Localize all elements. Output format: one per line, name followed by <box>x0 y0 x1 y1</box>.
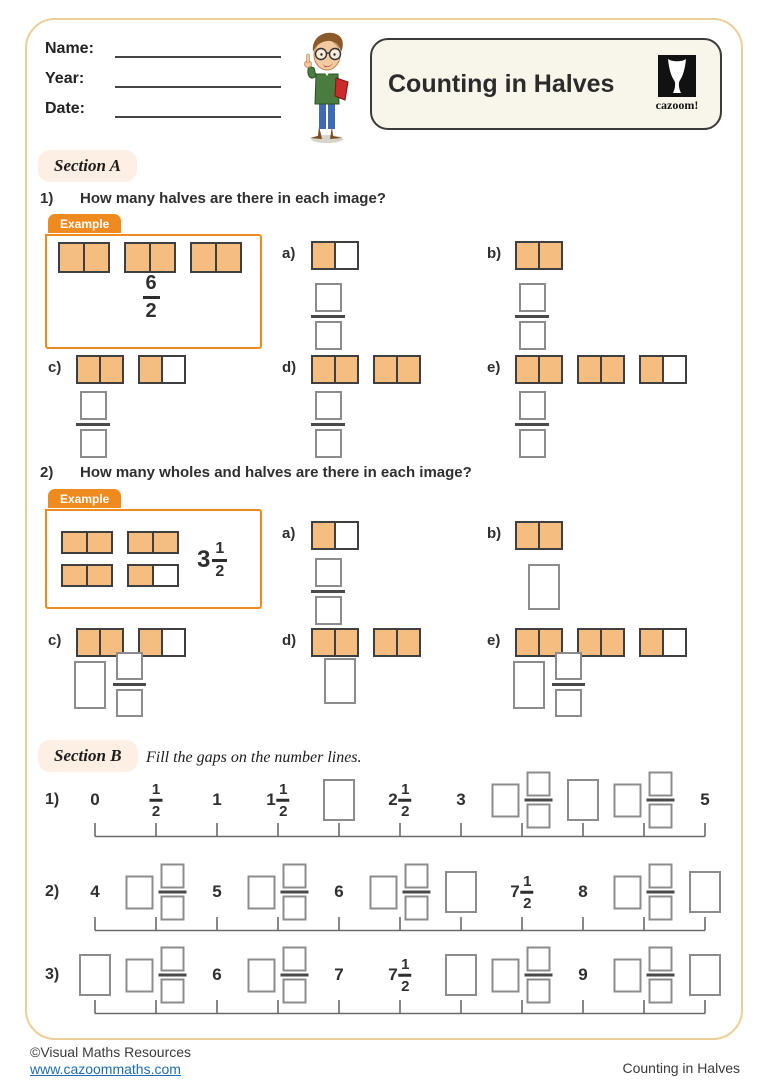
half-filled <box>76 355 101 384</box>
half-filled <box>396 355 421 384</box>
half-filled <box>83 242 110 273</box>
answer-fraction-boxes <box>309 391 347 458</box>
example-q2-blocks-row1 <box>61 531 179 554</box>
half-filled <box>311 521 336 550</box>
half-filled <box>515 355 540 384</box>
numerator-answer-box[interactable] <box>315 283 342 312</box>
half-empty <box>662 628 687 657</box>
whole-answer-box[interactable] <box>567 779 599 821</box>
fraction-bar <box>150 799 163 802</box>
item-label-d: d) <box>282 632 297 649</box>
question-2-text: How many wholes and halves are there in each image? <box>80 464 472 481</box>
numerator-answer-box[interactable] <box>649 947 673 972</box>
item-blocks <box>515 241 563 270</box>
numerator-answer-box[interactable] <box>519 283 546 312</box>
half-filled <box>86 531 113 554</box>
whole-number: 7 <box>388 965 398 984</box>
half-pair <box>639 355 687 384</box>
half-filled <box>190 242 217 273</box>
whole-answer-box[interactable] <box>445 871 477 913</box>
numberline-cell <box>212 790 221 810</box>
whole-answer-box[interactable] <box>614 875 642 909</box>
numerator: 1 <box>151 780 161 798</box>
answer-mixed-boxes <box>614 947 675 1004</box>
fraction-bar <box>159 974 187 977</box>
half-empty <box>662 355 687 384</box>
half-filled <box>215 242 242 273</box>
numberline-cell <box>334 882 343 902</box>
numberline-cell <box>212 965 221 985</box>
year-label: Year: <box>45 70 85 87</box>
numberline-cell <box>370 864 431 921</box>
item-label-a: a) <box>282 525 296 542</box>
example-numerator: 6 <box>145 272 157 294</box>
denominator: 2 <box>279 802 288 820</box>
numerator-answer-box[interactable] <box>519 391 546 420</box>
fraction-bar <box>515 423 549 426</box>
half-filled <box>334 628 359 657</box>
whole-answer-box[interactable] <box>445 954 477 996</box>
half-filled <box>515 521 540 550</box>
tick-value-label: 1 <box>212 790 222 809</box>
numberline-cell <box>510 873 533 912</box>
answer-mixed-boxes <box>126 947 187 1004</box>
example-q2-blocks-row2 <box>61 564 179 587</box>
half-filled <box>61 531 88 554</box>
numberline-cell <box>689 871 721 913</box>
tick-value-label: 5 <box>700 790 710 809</box>
item-label-d: d) <box>282 359 297 376</box>
denominator-answer-box[interactable] <box>555 689 582 717</box>
half-pair <box>61 531 113 554</box>
answer-mixed-boxes <box>248 947 309 1004</box>
tick-fraction-label <box>150 781 163 820</box>
fraction-bar <box>647 799 675 802</box>
footer-doc-title: Counting in Halves <box>622 1060 740 1076</box>
answer-mixed-boxes <box>513 652 585 717</box>
half-pair <box>311 628 359 657</box>
whole-answer-box[interactable] <box>126 875 154 909</box>
item-blocks <box>515 521 563 550</box>
whole-answer-box[interactable] <box>126 958 154 992</box>
fraction-bar <box>281 891 309 894</box>
fraction-bar <box>515 315 549 318</box>
numberline-cell <box>456 790 465 810</box>
item-label-c: c) <box>48 632 62 649</box>
name-label: Name: <box>45 40 94 57</box>
numberline-cell <box>492 772 553 829</box>
item-blocks <box>311 521 359 550</box>
item-label-a: a) <box>282 245 296 262</box>
whole-number: 2 <box>388 790 398 809</box>
answer-mixed-boxes <box>248 864 309 921</box>
answer-mixed-boxes <box>370 864 431 921</box>
half-filled <box>61 564 88 587</box>
numberline-cell <box>700 790 709 810</box>
tick-mixed-number-label <box>388 956 411 995</box>
whole-answer-box[interactable] <box>74 661 106 709</box>
section-b-label: Section B <box>38 740 138 772</box>
numerator: 1 <box>523 872 532 890</box>
answer-mixed-boxes <box>126 864 187 921</box>
denominator-answer-box[interactable] <box>519 321 546 350</box>
numerator-answer-box[interactable] <box>161 864 185 889</box>
whole-answer-box[interactable] <box>248 875 276 909</box>
numberline-cell <box>445 871 477 913</box>
half-filled <box>311 628 336 657</box>
item-label-e: e) <box>487 359 501 376</box>
fraction-bar <box>311 315 345 318</box>
half-pair <box>190 242 242 273</box>
numberline-cell <box>567 779 599 821</box>
denominator-answer-box[interactable] <box>80 429 107 458</box>
example-q1-blocks <box>58 242 242 273</box>
numberline-cell <box>578 882 587 902</box>
denominator-answer-box[interactable] <box>315 429 342 458</box>
answer-mixed-boxes <box>74 652 146 717</box>
numberline-cell <box>126 947 187 1004</box>
numberline-cell <box>79 954 111 996</box>
numerator-answer-box[interactable] <box>116 652 143 680</box>
answer-fraction-boxes <box>74 391 112 458</box>
half-filled <box>138 355 163 384</box>
title-box <box>370 38 722 130</box>
answer-mixed-boxes <box>492 947 553 1004</box>
whole-answer-box[interactable] <box>528 564 560 610</box>
fraction-bar <box>212 559 227 562</box>
numberline-cell <box>578 965 587 985</box>
denominator-answer-box[interactable] <box>315 321 342 350</box>
example-tab: Example <box>48 214 121 233</box>
half-pair <box>639 628 687 657</box>
numberline-cell <box>689 954 721 996</box>
tick-mixed-number-label <box>388 781 411 820</box>
tick-value-label: 6 <box>212 965 222 984</box>
half-filled <box>311 241 336 270</box>
half-empty <box>161 355 186 384</box>
half-pair <box>515 241 563 270</box>
whole-answer-box[interactable] <box>614 783 642 817</box>
example-numerator: 1 <box>215 540 225 557</box>
numberline-cell <box>492 947 553 1004</box>
numberline-cell <box>90 790 99 810</box>
whole-answer-box[interactable] <box>689 871 721 913</box>
answer-fraction-boxes <box>552 652 585 717</box>
cazoom-logo-text: cazoom! <box>655 98 699 112</box>
half-empty <box>152 564 179 587</box>
half-filled <box>515 241 540 270</box>
numerator: 1 <box>401 955 410 973</box>
item-blocks <box>311 628 421 657</box>
tick-value-label: 5 <box>212 882 222 901</box>
numberline-2-label: 2) <box>45 883 60 900</box>
half-pair <box>124 242 176 273</box>
tick-value-label: 9 <box>578 965 588 984</box>
half-pair <box>61 564 113 587</box>
numberline-cell <box>445 954 477 996</box>
fraction-bar <box>281 974 309 977</box>
whole-answer-box[interactable] <box>492 958 520 992</box>
half-pair <box>76 355 124 384</box>
half-pair <box>311 241 359 270</box>
whole-answer-box[interactable] <box>79 954 111 996</box>
numberline-cell <box>323 779 355 821</box>
whole-number: 7 <box>510 882 520 901</box>
numberline-3-label: 3) <box>45 966 60 983</box>
numerator-answer-box[interactable] <box>80 391 107 420</box>
numberline-cell <box>248 864 309 921</box>
fraction-bar <box>399 974 412 977</box>
half-filled <box>639 355 664 384</box>
answer-fraction-boxes <box>113 652 146 717</box>
fraction-bar <box>521 891 534 894</box>
tick-value-label: 3 <box>456 790 466 809</box>
answer-fraction-boxes <box>309 558 347 625</box>
numberline-1-axis <box>0 821 768 838</box>
item-label-b: b) <box>487 245 502 262</box>
answer-fraction-boxes <box>309 283 347 350</box>
fraction-bar <box>159 891 187 894</box>
example-q2-answer-mixed <box>197 540 227 581</box>
numerator-answer-box[interactable] <box>405 864 429 889</box>
half-pair <box>138 355 186 384</box>
numberline-1-label: 1) <box>45 791 60 808</box>
fraction-bar <box>647 974 675 977</box>
half-filled <box>538 521 563 550</box>
example-box-q2 <box>45 509 262 609</box>
numerator-answer-box[interactable] <box>649 772 673 797</box>
half-filled <box>538 241 563 270</box>
fraction-bar <box>277 799 290 802</box>
numerator-answer-box[interactable] <box>527 947 551 972</box>
numberline-3-axis <box>0 998 768 1015</box>
question-1-number: 1) <box>40 190 54 207</box>
half-filled <box>58 242 85 273</box>
half-filled <box>373 628 398 657</box>
denominator-answer-box[interactable] <box>116 689 143 717</box>
fraction-bar <box>647 891 675 894</box>
name-field-line[interactable] <box>115 56 281 58</box>
half-filled <box>149 242 176 273</box>
whole-answer-box[interactable] <box>324 658 356 704</box>
numerator-answer-box[interactable] <box>649 864 673 889</box>
numberline-cell <box>614 947 675 1004</box>
question-1-text: How many halves are there in each image? <box>80 190 386 207</box>
example-denominator: 2 <box>215 562 225 580</box>
numerator-answer-box[interactable] <box>315 558 342 587</box>
item-blocks <box>311 241 359 270</box>
whole-answer-box[interactable] <box>323 779 355 821</box>
whole-answer-box[interactable] <box>370 875 398 909</box>
footer-link[interactable]: www.cazoommaths.com <box>30 1061 181 1077</box>
tick-value-label: 6 <box>334 882 344 901</box>
half-empty <box>334 521 359 550</box>
fraction-bar <box>552 683 585 686</box>
example-tab: Example <box>48 489 121 508</box>
tick-value-label: 7 <box>334 965 344 984</box>
section-a-label: Section A <box>38 150 137 182</box>
numberline-cell <box>126 864 187 921</box>
numberline-cell <box>614 772 675 829</box>
half-pair <box>127 531 179 554</box>
answer-mixed-boxes <box>492 772 553 829</box>
whole-answer-box[interactable] <box>513 661 545 709</box>
half-filled <box>86 564 113 587</box>
whole-answer-box[interactable] <box>614 958 642 992</box>
teacher-character-illustration <box>292 26 362 149</box>
answer-fraction-boxes <box>513 283 551 350</box>
fraction-bar <box>113 683 146 686</box>
half-filled <box>577 355 602 384</box>
item-blocks <box>311 355 421 384</box>
cazoom-logo <box>648 55 706 113</box>
tick-value-label: 0 <box>90 790 100 809</box>
example-whole: 3 <box>197 546 211 574</box>
answer-fraction-boxes <box>513 391 551 458</box>
whole-answer-box[interactable] <box>689 954 721 996</box>
example-q1-answer-fraction <box>133 272 169 323</box>
numberline-cell <box>388 781 411 820</box>
half-empty <box>161 628 186 657</box>
numerator: 1 <box>401 780 410 798</box>
half-filled <box>127 564 154 587</box>
half-filled <box>311 355 336 384</box>
half-pair <box>373 628 421 657</box>
footer-copyright: ©Visual Maths Resources <box>30 1044 192 1060</box>
half-pair <box>311 521 359 550</box>
half-filled <box>124 242 151 273</box>
fraction-bar <box>311 590 345 593</box>
half-filled <box>396 628 421 657</box>
denominator-answer-box[interactable] <box>519 429 546 458</box>
half-pair <box>58 242 110 273</box>
half-filled <box>99 355 124 384</box>
numberline-2-axis <box>0 915 768 932</box>
item-blocks <box>515 355 687 384</box>
numerator-answer-box[interactable] <box>315 391 342 420</box>
half-pair <box>515 521 563 550</box>
half-pair <box>515 355 563 384</box>
tick-mixed-number-label <box>266 781 289 820</box>
numberline-cell <box>248 947 309 1004</box>
half-pair <box>577 355 625 384</box>
worksheet-title: Counting in Halves <box>388 69 615 98</box>
numberline-cell <box>90 882 99 902</box>
question-2-number: 2) <box>40 464 54 481</box>
half-filled <box>538 355 563 384</box>
numberline-cell <box>212 882 221 902</box>
numerator-answer-box[interactable] <box>283 947 307 972</box>
item-label-c: c) <box>48 359 62 376</box>
denominator-answer-box[interactable] <box>315 596 342 625</box>
denominator: 2 <box>401 977 410 995</box>
item-label-e: e) <box>487 632 501 649</box>
half-filled <box>127 531 154 554</box>
half-pair <box>311 355 359 384</box>
item-blocks <box>76 355 186 384</box>
numerator: 1 <box>279 780 288 798</box>
half-pair <box>127 564 179 587</box>
half-filled <box>152 531 179 554</box>
answer-mixed-boxes <box>614 864 675 921</box>
half-pair <box>373 355 421 384</box>
tick-value-label: 4 <box>90 882 100 901</box>
numerator-answer-box[interactable] <box>555 652 582 680</box>
whole-answer-box[interactable] <box>492 783 520 817</box>
year-field-line[interactable] <box>115 86 281 88</box>
fraction-bar <box>525 974 553 977</box>
fraction-bar <box>311 423 345 426</box>
half-filled <box>600 355 625 384</box>
half-filled <box>600 628 625 657</box>
numerator-answer-box[interactable] <box>161 947 185 972</box>
fraction-bar <box>143 296 160 299</box>
numerator-answer-box[interactable] <box>527 772 551 797</box>
whole-number: 1 <box>266 790 276 809</box>
fraction-bar <box>525 799 553 802</box>
numerator-answer-box[interactable] <box>283 864 307 889</box>
fraction-bar <box>399 799 412 802</box>
cazoom-goblet-icon <box>658 55 696 97</box>
half-empty <box>334 241 359 270</box>
numberline-cell <box>388 956 411 995</box>
tick-value-label: 8 <box>578 882 588 901</box>
item-label-b: b) <box>487 525 502 542</box>
half-filled <box>334 355 359 384</box>
example-denominator: 2 <box>145 300 157 322</box>
denominator: 2 <box>401 802 410 820</box>
half-filled <box>373 355 398 384</box>
half-filled <box>639 628 664 657</box>
denominator: 2 <box>151 802 161 820</box>
answer-mixed-boxes <box>614 772 675 829</box>
numberline-cell <box>614 864 675 921</box>
section-b-instruction: Fill the gaps on the number lines. <box>146 749 362 766</box>
numberline-cell <box>150 781 163 820</box>
date-label: Date: <box>45 100 86 117</box>
denominator: 2 <box>523 894 532 912</box>
whole-answer-box[interactable] <box>248 958 276 992</box>
fraction-bar <box>403 891 431 894</box>
tick-mixed-number-label <box>510 873 533 912</box>
fraction-bar <box>76 423 110 426</box>
date-field-line[interactable] <box>115 116 281 118</box>
numberline-cell <box>266 781 289 820</box>
numberline-cell <box>334 965 343 985</box>
